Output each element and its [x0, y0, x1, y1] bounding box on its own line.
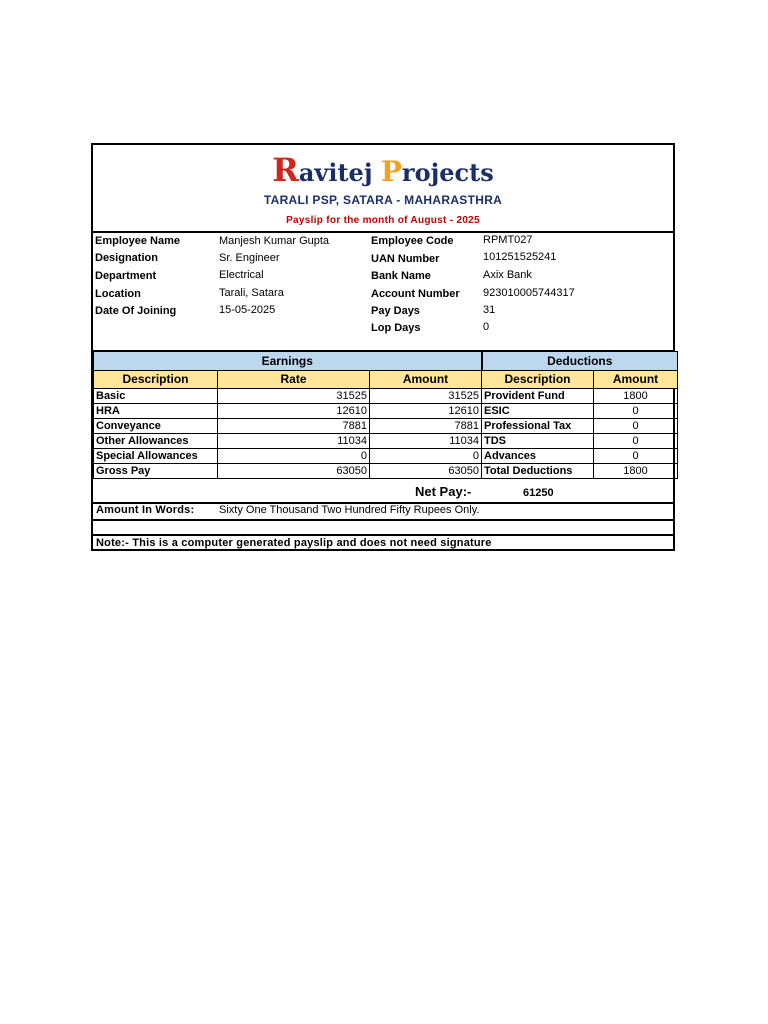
amount-column-header: Amount — [370, 371, 482, 389]
deduction-amount: 0 — [594, 404, 678, 419]
uan-number-label: UAN Number — [371, 253, 440, 265]
location-label: Location — [95, 288, 141, 300]
company-address: TARALI PSP, SATARA - MAHARASTHRA — [263, 193, 503, 207]
section-header-row — [94, 352, 678, 371]
deduction-amount: 1800 — [594, 389, 678, 404]
words-divider — [93, 519, 673, 521]
employee-name-label: Employee Name — [95, 235, 180, 247]
deduction-description: Advances — [482, 449, 594, 464]
earning-amount: 7881 — [370, 419, 482, 434]
gross-pay-rate: 63050 — [218, 464, 370, 479]
earning-rate: 31525 — [218, 389, 370, 404]
total-deductions-label: Total Deductions — [482, 464, 594, 479]
earning-description: Conveyance — [94, 419, 218, 434]
pay-days-value: 31 — [483, 304, 496, 316]
deductions-header: Deductions — [482, 352, 678, 371]
earning-amount: 11034 — [370, 434, 482, 449]
amount-in-words-value: Sixty One Thousand Two Hundred Fifty Rupees Only. — [219, 504, 480, 516]
earning-rate: 12610 — [218, 404, 370, 419]
lop-days-value: 0 — [483, 321, 490, 333]
deduction-description-column-header: Description — [482, 371, 594, 389]
bank-name-label: Bank Name — [371, 270, 431, 282]
blank-row-divider — [93, 534, 673, 536]
table-row — [94, 419, 678, 434]
department-label: Department — [95, 270, 157, 282]
table-row — [94, 434, 678, 449]
earnings-header: Earnings — [94, 352, 482, 371]
uan-number-value: 101251525241 — [483, 251, 557, 263]
deduction-description: ESIC — [482, 404, 594, 419]
earning-rate: 7881 — [218, 419, 370, 434]
earning-rate: 0 — [218, 449, 370, 464]
deduction-amount: 0 — [594, 449, 678, 464]
total-deductions-amount: 1800 — [594, 464, 678, 479]
table-row — [94, 464, 678, 479]
deduction-description: Professional Tax — [482, 419, 594, 434]
deduction-amount: 0 — [594, 434, 678, 449]
employee-code-label: Employee Code — [371, 235, 454, 247]
designation-label: Designation — [95, 252, 158, 264]
header-divider — [93, 231, 673, 233]
lop-days-label: Lop Days — [371, 322, 421, 334]
payslip — [91, 143, 675, 551]
net-pay-value: 61250 — [523, 487, 554, 499]
date-of-joining-label: Date Of Joining — [95, 305, 177, 317]
designation-value: Sr. Engineer — [219, 252, 280, 264]
net-pay-label: Net Pay:- — [415, 484, 472, 499]
earning-description: Special Allowances — [94, 449, 218, 464]
earning-description: HRA — [94, 404, 218, 419]
footer-note: Note:- This is a computer generated payslip and does not need signature — [96, 537, 492, 549]
table-row — [94, 404, 678, 419]
earning-description: Basic — [94, 389, 218, 404]
payslip-month-title: Payslip for the month of August - 2025 — [286, 215, 480, 226]
salary-table — [93, 351, 678, 479]
employee-code-value: RPMT027 — [483, 234, 533, 246]
employee-name-value: Manjesh Kumar Gupta — [219, 235, 330, 247]
table-row — [94, 449, 678, 464]
table-row — [94, 389, 678, 404]
deduction-amount: 0 — [594, 419, 678, 434]
deduction-description: TDS — [482, 434, 594, 449]
description-column-header: Description — [94, 371, 218, 389]
deduction-amount-column-header: Amount — [594, 371, 678, 389]
column-header-row — [94, 371, 678, 389]
deduction-description: Provident Fund — [482, 389, 594, 404]
amount-in-words-label: Amount In Words: — [96, 504, 195, 516]
account-number-value: 923010005744317 — [483, 287, 575, 299]
location-value: Tarali, Satara — [219, 287, 284, 299]
date-of-joining-value: 15-05-2025 — [219, 304, 276, 316]
earning-amount: 31525 — [370, 389, 482, 404]
earning-amount: 12610 — [370, 404, 482, 419]
pay-days-label: Pay Days — [371, 305, 420, 317]
earning-amount: 0 — [370, 449, 482, 464]
account-number-label: Account Number — [371, 288, 460, 300]
gross-pay-label: Gross Pay — [94, 464, 218, 479]
gross-pay-amount: 63050 — [370, 464, 482, 479]
earning-rate: 11034 — [218, 434, 370, 449]
company-logo: Ravitej Projects — [272, 151, 494, 189]
department-value: Electrical — [219, 269, 264, 281]
earning-description: Other Allowances — [94, 434, 218, 449]
bank-name-value: Axix Bank — [483, 269, 532, 281]
rate-column-header: Rate — [218, 371, 370, 389]
